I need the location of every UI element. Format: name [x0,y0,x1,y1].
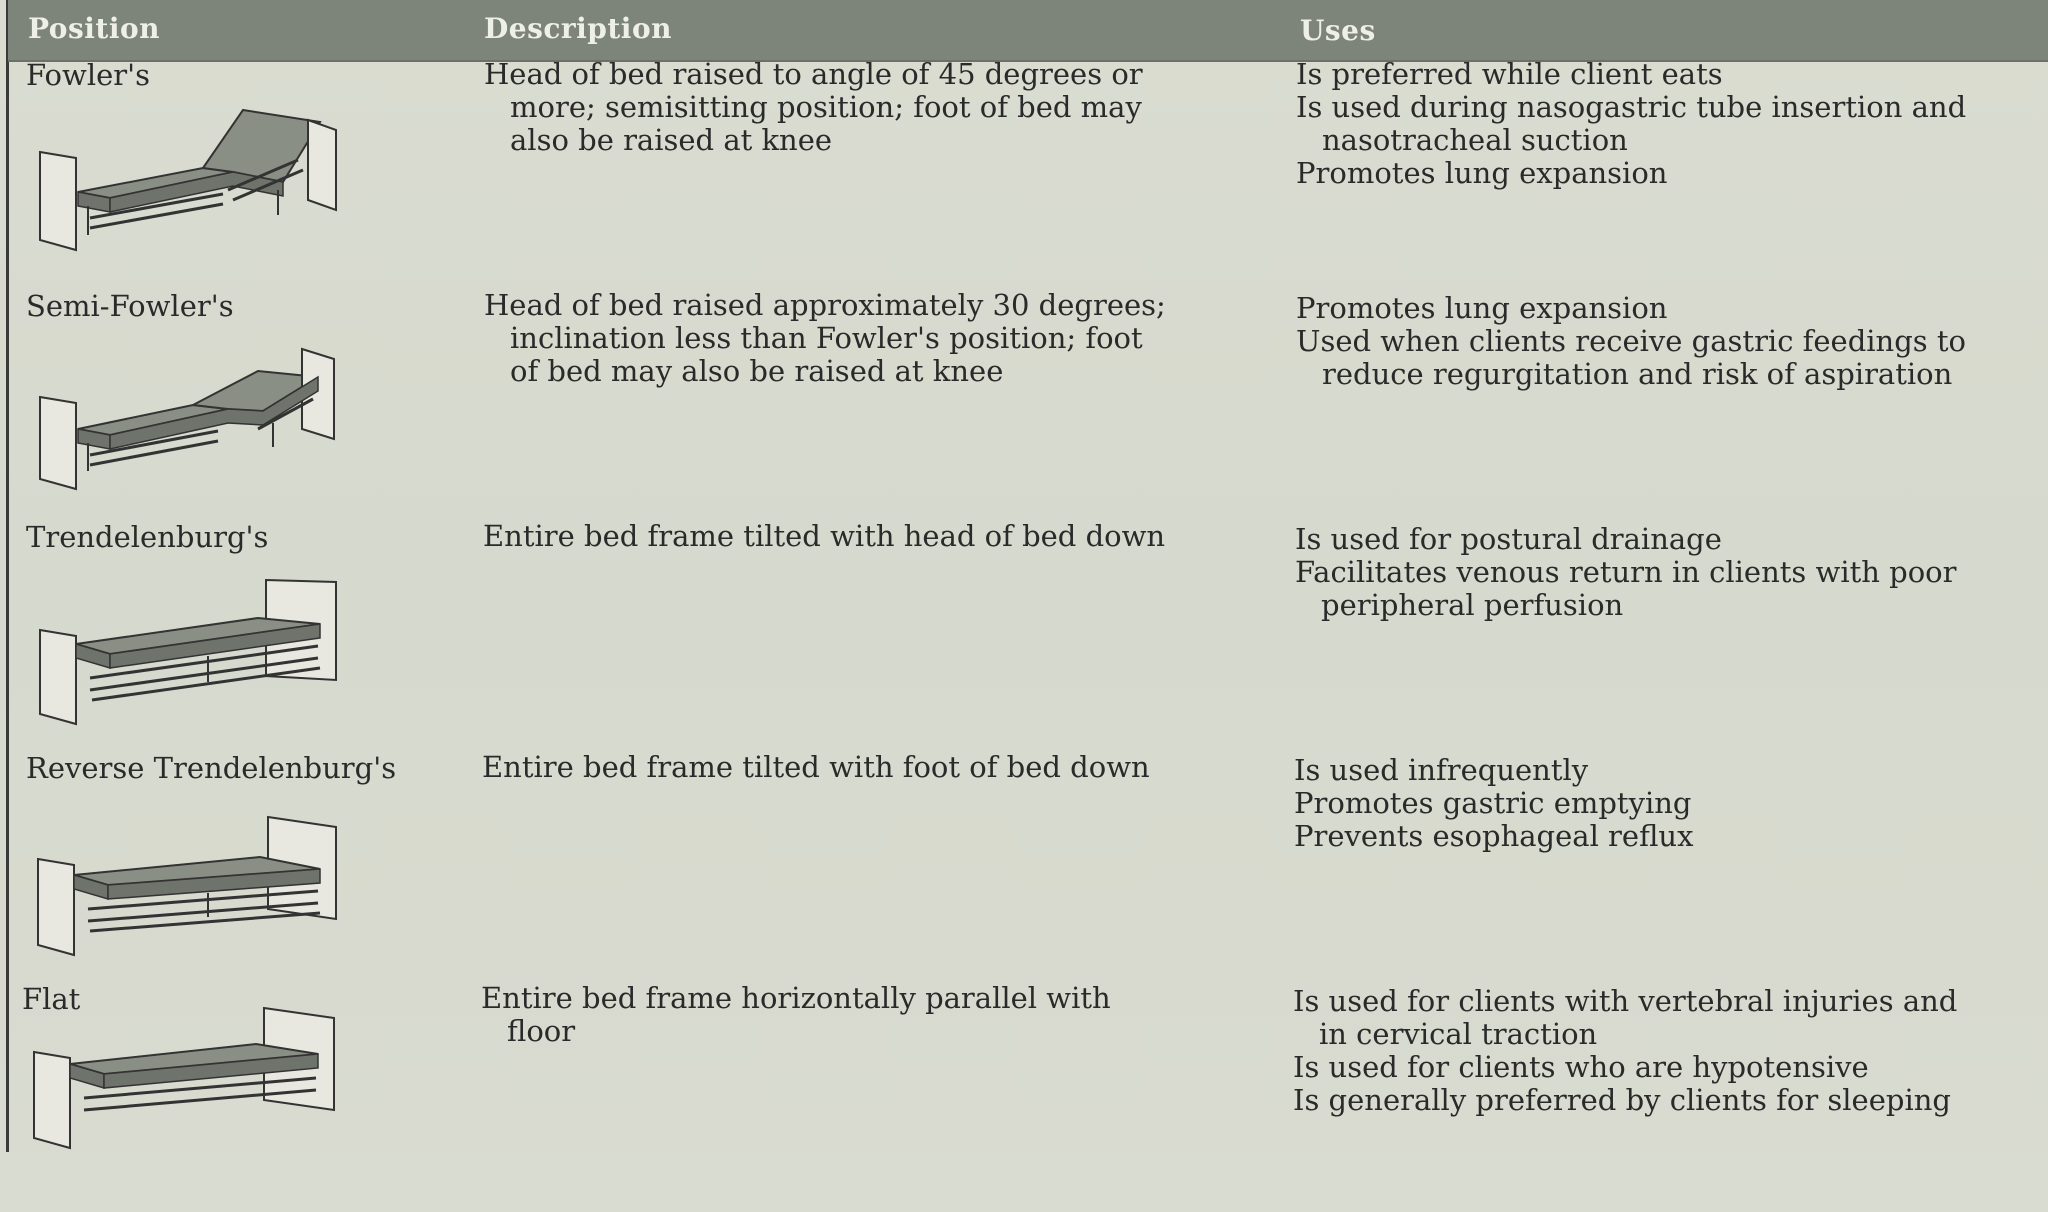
description-line: Entire bed frame tilted with foot of bed down [482,750,1150,784]
uses-line: Used when clients receive gastric feedings to [1296,324,1967,358]
uses-line: Is used for postural drainage [1295,522,1722,556]
description-line: Entire bed frame tilted with head of bed down [483,519,1166,553]
description-cell [482,751,1242,784]
fowlers-bed-illustration [28,100,348,260]
description-line: Entire bed frame horizontally parallel with [481,981,1111,1015]
flat-bed-illustration [24,1004,344,1164]
description-cell [484,289,1244,388]
trendelenburgs-bed-illustration [28,572,348,732]
uses-cell [1295,520,2035,622]
description-line: of bed may also be raised at knee [510,354,1004,388]
uses-line: Facilitates venous return in clients with poor [1295,555,1957,589]
uses-line: Prevents esophageal reflux [1294,819,1694,853]
position-label: Semi-Fowler's [26,289,234,323]
description-cell [484,58,1244,157]
table-row-reverse-trendelenburgs [10,751,2040,981]
uses-line: Is used for clients with vertebral injuries and [1293,984,1958,1018]
uses-line: Promotes lung expansion [1296,156,1668,190]
uses-line: Promotes gastric emptying [1294,786,1692,820]
semi-fowlers-bed-illustration [28,339,348,499]
header-position: Position [28,12,160,45]
position-label: Trendelenburg's [26,520,269,554]
position-label: Fowler's [26,58,150,92]
description-line: floor [507,1014,576,1048]
position-label: Flat [22,982,81,1016]
table-header [8,0,2048,62]
position-label: Reverse Trendelenburg's [26,751,397,785]
description-line: Head of bed raised to angle of 45 degrees or [484,57,1143,91]
uses-cell [1294,751,2034,853]
uses-cell [1296,58,2036,190]
table-row-flat [10,982,2040,1212]
uses-line: Is used during nasogastric tube insertion and [1296,90,1967,124]
uses-cell [1296,289,2036,391]
header-uses: Uses [1300,14,1376,47]
description-line: more; semisitting position; foot of bed may [510,90,1142,124]
header-description: Description [484,12,672,45]
description-line: also be raised at knee [510,123,833,157]
uses-line: Is used infrequently [1294,753,1589,787]
uses-line: Is preferred while client eats [1296,57,1723,91]
uses-line: Is generally preferred by clients for sleeping [1293,1083,1951,1117]
description-line: Head of bed raised approximately 30 degrees; [484,288,1166,322]
reverse-trendelenburgs-bed-illustration [28,811,348,971]
uses-cell [1293,982,2033,1117]
uses-line: nasotracheal suction [1322,123,1628,157]
table-row-fowlers [10,58,2040,288]
table-row-semi-fowlers [10,289,2040,519]
left-border-rule [6,0,9,1152]
uses-line: reduce regurgitation and risk of aspiration [1322,357,1953,391]
uses-line: Is used for clients who are hypotensive [1293,1050,1869,1084]
table-row-trendelenburgs [10,520,2040,750]
description-line: inclination less than Fowler's position; foot [510,321,1143,355]
uses-line: Promotes lung expansion [1296,291,1668,325]
description-cell [481,982,1241,1048]
uses-line: peripheral perfusion [1321,588,1624,622]
description-cell [483,520,1243,553]
uses-line: in cervical traction [1319,1017,1598,1051]
